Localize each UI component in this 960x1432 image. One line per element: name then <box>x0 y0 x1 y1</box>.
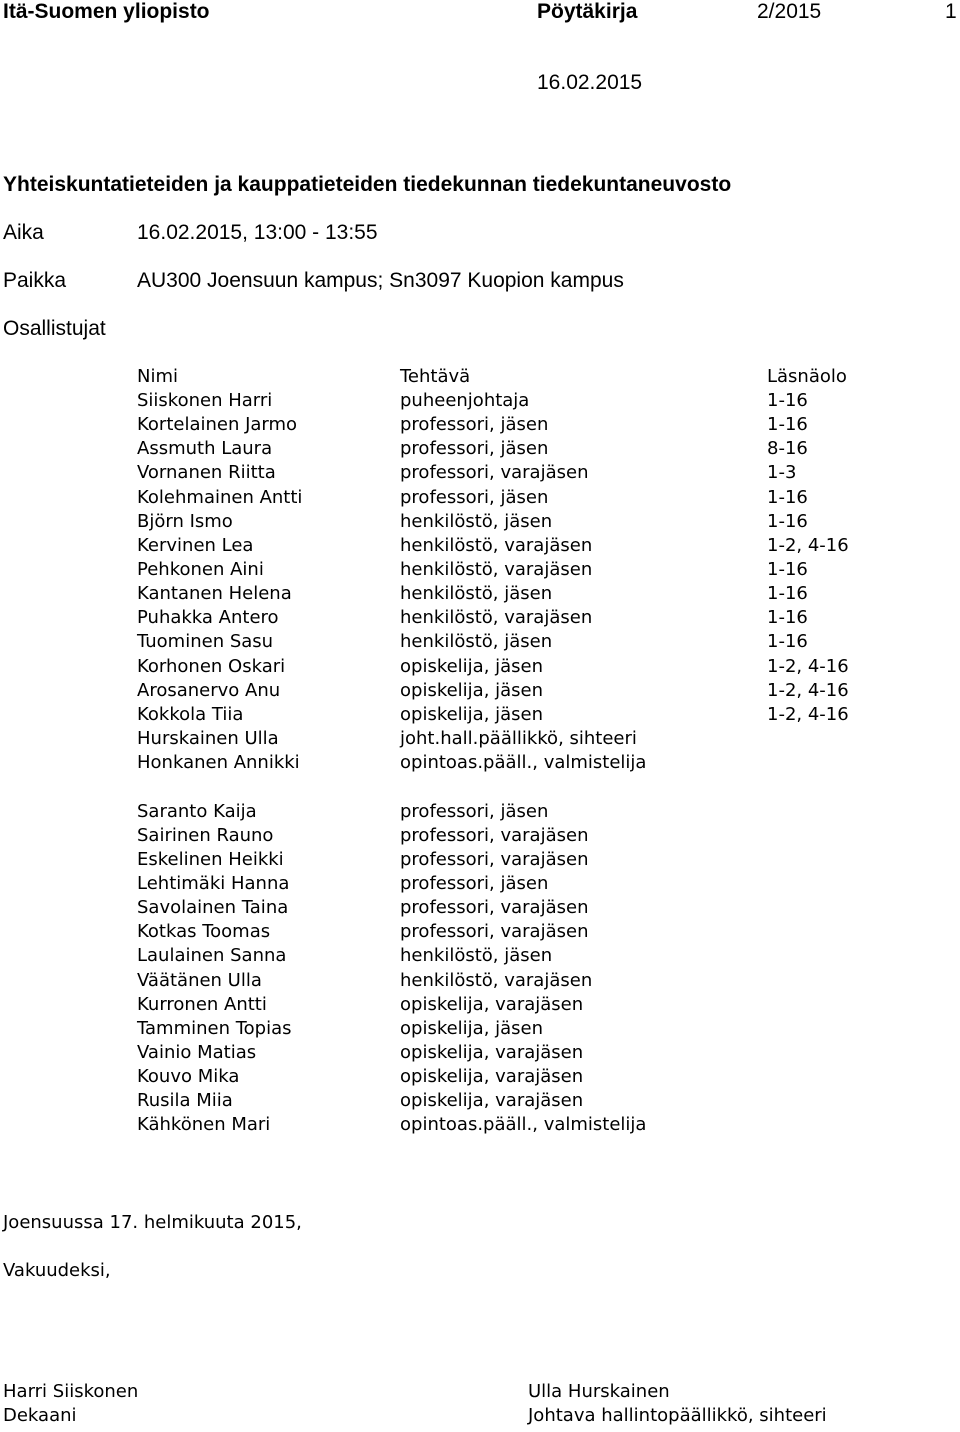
member-presence: 1-16 <box>767 583 808 604</box>
member-role: opintoas.pääll., valmistelija <box>400 752 647 773</box>
member-role: henkilöstö, jäsen <box>400 631 553 652</box>
member-presence: 1-16 <box>767 631 808 652</box>
table-row <box>0 440 960 464</box>
member-name: Korhonen Oskari <box>137 656 286 677</box>
header-page-number: 1 <box>945 0 957 23</box>
table-row <box>0 923 960 947</box>
member-name: Rusila Miia <box>137 1090 233 1111</box>
member-presence: 8-16 <box>767 438 808 459</box>
member-presence: 1-2, 4-16 <box>767 704 849 725</box>
aika-label: Aika <box>3 221 44 244</box>
member-role: henkilöstö, jäsen <box>400 945 553 966</box>
header-org: Itä-Suomen yliopisto <box>3 0 210 23</box>
member-role: opiskelija, jäsen <box>400 1018 544 1039</box>
member-name: Vornanen Riitta <box>137 462 276 483</box>
table-row <box>0 947 960 971</box>
member-role: opiskelija, jäsen <box>400 656 544 677</box>
column-header-role: Tehtävä <box>400 366 471 387</box>
member-presence: 1-2, 4-16 <box>767 535 849 556</box>
signer1-title: Dekaani <box>3 1405 77 1426</box>
signer2-title: Johtava hallintopäällikkö, sihteeri <box>528 1405 827 1426</box>
member-name: Puhakka Antero <box>137 607 279 628</box>
member-role: henkilöstö, jäsen <box>400 511 553 532</box>
member-role: henkilöstö, jäsen <box>400 583 553 604</box>
table-row <box>0 972 960 996</box>
member-name: Kantanen Helena <box>137 583 292 604</box>
member-role: opintoas.pääll., valmistelija <box>400 1114 647 1135</box>
member-role: professori, varajäsen <box>400 849 589 870</box>
member-name: Assmuth Laura <box>137 438 273 459</box>
member-role: opiskelija, varajäsen <box>400 1090 584 1111</box>
member-role: professori, jäsen <box>400 438 549 459</box>
member-name: Arosanervo Anu <box>137 680 281 701</box>
member-role: henkilöstö, varajäsen <box>400 607 593 628</box>
table-row <box>0 1068 960 1092</box>
member-presence: 1-16 <box>767 511 808 532</box>
member-name: Hurskainen Ulla <box>137 728 279 749</box>
member-role: professori, jäsen <box>400 487 549 508</box>
table-row <box>0 754 960 778</box>
document-title: Yhteiskuntatieteiden ja kauppatieteiden tiedekunnan tiedekuntaneuvosto <box>3 173 732 196</box>
table-row <box>0 851 960 875</box>
member-presence: 1-16 <box>767 414 808 435</box>
member-name: Lehtimäki Hanna <box>137 873 290 894</box>
member-name: Tamminen Topias <box>137 1018 292 1039</box>
member-role: henkilöstö, varajäsen <box>400 970 593 991</box>
member-name: Tuominen Sasu <box>137 631 274 652</box>
member-name: Vainio Matias <box>137 1042 257 1063</box>
member-role: henkilöstö, varajäsen <box>400 535 593 556</box>
member-name: Väätänen Ulla <box>137 970 262 991</box>
header-doc-number: 2/2015 <box>757 0 822 23</box>
member-name: Eskelinen Heikki <box>137 849 284 870</box>
member-name: Kortelainen Jarmo <box>137 414 298 435</box>
member-role: professori, jäsen <box>400 801 549 822</box>
member-name: Björn Ismo <box>137 511 233 532</box>
member-name: Savolainen Taina <box>137 897 289 918</box>
member-role: professori, jäsen <box>400 414 549 435</box>
table-row <box>0 899 960 923</box>
table-row <box>0 561 960 585</box>
table-row <box>0 1044 960 1068</box>
member-presence: 1-16 <box>767 607 808 628</box>
header-doc-type: Pöytäkirja <box>537 0 638 23</box>
member-name: Kokkola Tiia <box>137 704 244 725</box>
signer2-name: Ulla Hurskainen <box>528 1381 670 1402</box>
table-row <box>0 827 960 851</box>
table-row <box>0 875 960 899</box>
table-row <box>0 1092 960 1116</box>
table-row <box>0 803 960 827</box>
column-header-name: Nimi <box>137 366 179 387</box>
attestation: Vakuudeksi, <box>3 1260 111 1281</box>
osallistujat-label: Osallistujat <box>3 317 106 340</box>
member-name: Kurronen Antti <box>137 994 267 1015</box>
table-row <box>0 537 960 561</box>
member-role: professori, varajäsen <box>400 897 589 918</box>
table-row <box>0 1020 960 1044</box>
table-row <box>0 464 960 488</box>
member-role: professori, jäsen <box>400 873 549 894</box>
member-presence: 1-2, 4-16 <box>767 680 849 701</box>
member-role: opiskelija, varajäsen <box>400 1042 584 1063</box>
member-role: professori, varajäsen <box>400 825 589 846</box>
member-name: Siiskonen Harri <box>137 390 273 411</box>
signer1-name: Harri Siiskonen <box>3 1381 139 1402</box>
aika-value: 16.02.2015, 13:00 - 13:55 <box>137 221 378 244</box>
member-role: opiskelija, jäsen <box>400 680 544 701</box>
member-name: Honkanen Annikki <box>137 752 300 773</box>
member-role: professori, varajäsen <box>400 462 589 483</box>
place-date: Joensuussa 17. helmikuuta 2015, <box>3 1212 302 1233</box>
member-name: Kähkönen Mari <box>137 1114 271 1135</box>
table-row <box>0 489 960 513</box>
table-row <box>0 658 960 682</box>
member-name: Kolehmainen Antti <box>137 487 303 508</box>
table-row <box>0 609 960 633</box>
member-name: Saranto Kaija <box>137 801 257 822</box>
table-row <box>0 996 960 1020</box>
member-name: Kervinen Lea <box>137 535 254 556</box>
member-presence: 1-16 <box>767 487 808 508</box>
column-header-presence: Läsnäolo <box>767 366 847 387</box>
table-header-row <box>0 368 960 392</box>
table-row <box>0 416 960 440</box>
paikka-label: Paikka <box>3 269 67 292</box>
table-row <box>0 706 960 730</box>
member-presence: 1-2, 4-16 <box>767 656 849 677</box>
table-row <box>0 633 960 657</box>
table-row <box>0 392 960 416</box>
member-role: professori, varajäsen <box>400 921 589 942</box>
member-name: Kotkas Toomas <box>137 921 271 942</box>
member-presence: 1-3 <box>767 462 797 483</box>
member-name: Kouvo Mika <box>137 1066 240 1087</box>
table-row <box>0 513 960 537</box>
member-role: opiskelija, varajäsen <box>400 994 584 1015</box>
member-name: Sairinen Rauno <box>137 825 274 846</box>
member-role: opiskelija, varajäsen <box>400 1066 584 1087</box>
table-row <box>0 682 960 706</box>
table-row <box>0 1116 960 1140</box>
member-name: Pehkonen Aini <box>137 559 264 580</box>
member-name: Laulainen Sanna <box>137 945 287 966</box>
member-presence: 1-16 <box>767 559 808 580</box>
table-row <box>0 585 960 609</box>
member-role: joht.hall.päällikkö, sihteeri <box>400 728 637 749</box>
member-presence: 1-16 <box>767 390 808 411</box>
member-role: opiskelija, jäsen <box>400 704 544 725</box>
member-role: puheenjohtaja <box>400 390 530 411</box>
paikka-value: AU300 Joensuun kampus; Sn3097 Kuopion kampus <box>137 269 624 292</box>
member-role: henkilöstö, varajäsen <box>400 559 593 580</box>
table-row <box>0 730 960 754</box>
header-date: 16.02.2015 <box>537 71 643 94</box>
